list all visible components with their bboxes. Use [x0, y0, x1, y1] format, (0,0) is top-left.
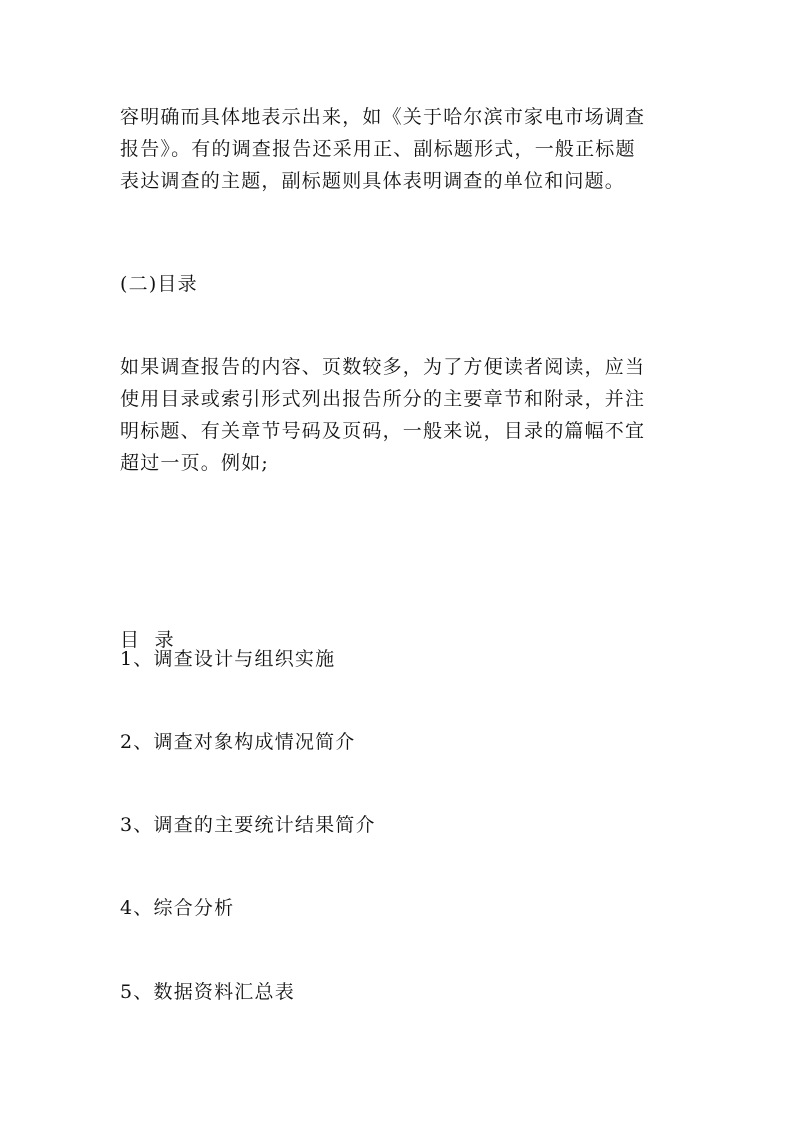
paragraph-line: 容明确而具体地表示出来，如《关于哈尔滨市家电市场调查 — [120, 106, 646, 128]
toc-item — [120, 976, 680, 1008]
toc-item — [120, 809, 680, 841]
toc-item-text: 2、调查对象构成情况简介 — [120, 731, 356, 753]
toc-item — [120, 892, 680, 924]
toc-item — [120, 726, 680, 758]
toc-title-text: 目 录 — [120, 629, 175, 651]
toc-item-text: 3、调查的主要统计结果简介 — [120, 814, 376, 836]
toc-item-text: 4、综合分析 — [120, 897, 235, 919]
section-heading-text: (二)目录 — [120, 273, 198, 295]
toc-item-text: 5、数据资料汇总表 — [120, 981, 295, 1003]
paragraph-line: 明标题、有关章节号码及页码，一般来说，目录的篇幅不宜 — [120, 420, 646, 442]
toc-item — [120, 643, 680, 675]
section-heading — [120, 268, 680, 300]
paragraph-line: 超过一页。例如; — [120, 452, 270, 474]
toc-title — [120, 560, 680, 720]
toc-item-text: 1、调查设计与组织实施 — [120, 648, 336, 670]
paragraph-line: 表达调查的主题，副标题则具体表明调查的单位和问题。 — [120, 170, 626, 192]
intro-paragraph — [120, 101, 680, 197]
paragraph-line: 如果调查报告的内容、页数较多，为了方便读者阅读，应当 — [120, 356, 646, 378]
paragraph-line: 使用目录或索引形式列出报告所分的主要章节和附录，并注 — [120, 388, 646, 410]
toc-description-paragraph — [120, 351, 680, 479]
paragraph-line: 报告》。有的调查报告还采用正、副标题形式，一般正标题 — [120, 138, 636, 160]
